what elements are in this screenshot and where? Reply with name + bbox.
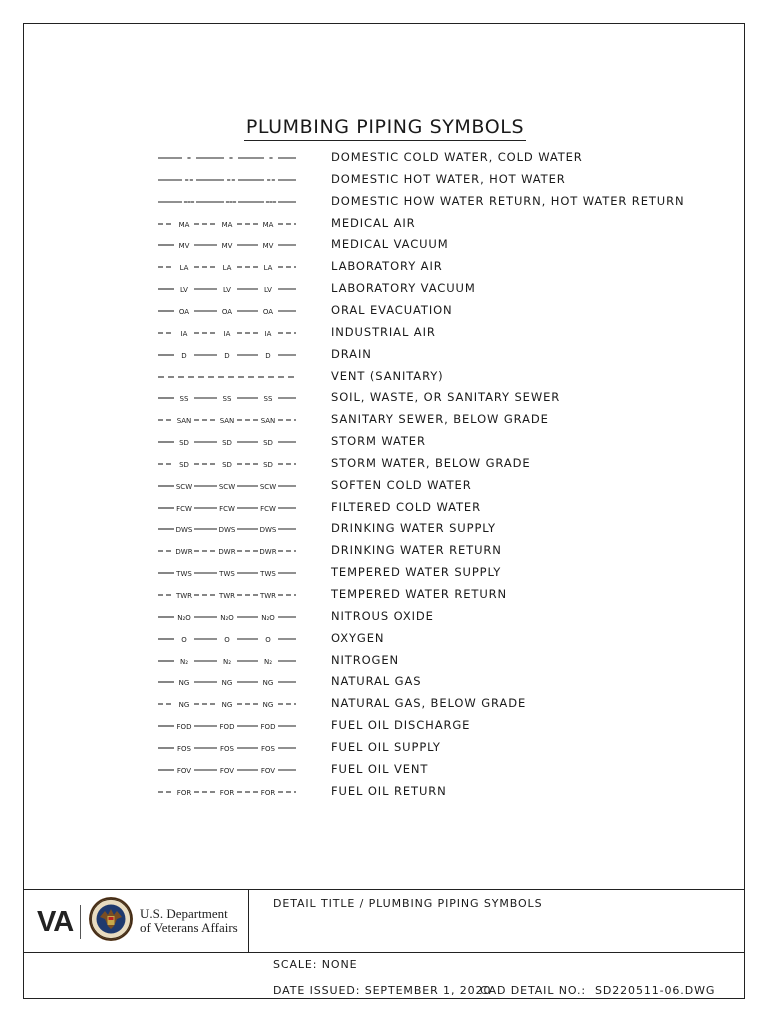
pipe-code-label: MV [221, 242, 233, 251]
symbol-label: STORM WATER [331, 434, 426, 449]
pipe-code-label: SCW [259, 482, 277, 491]
pipe-code-label: D [265, 351, 271, 360]
legend-row [0, 781, 768, 801]
legend-row [0, 344, 768, 364]
symbol-label: OXYGEN [331, 630, 385, 645]
pipe-code-label: NG [262, 679, 274, 688]
pipe-code-label: FOR [219, 788, 235, 797]
pipe-code-label: FOD [176, 723, 192, 732]
legend-row [0, 409, 768, 429]
symbol-label: LABORATORY VACUUM [331, 281, 476, 296]
pipe-code-label: SAN [219, 417, 235, 426]
pipe-code-label: SD [222, 439, 232, 448]
legend-row [0, 191, 768, 211]
pipe-code-label: SD [222, 460, 232, 469]
pipe-code-label: O [224, 635, 230, 644]
pipe-code-label: NG [178, 679, 190, 688]
symbol-label: SOIL, WASTE, OR SANITARY SEWER [331, 390, 561, 405]
legend-row [0, 387, 768, 407]
pipe-code-label: MA [221, 220, 233, 229]
title-block-top-rule [23, 889, 745, 890]
symbol-label: TEMPERED WATER SUPPLY [331, 565, 502, 580]
pipe-code-label: FOS [261, 744, 275, 753]
symbol-label: NITROUS OXIDE [331, 608, 434, 623]
pipe-code-label: D [224, 351, 230, 360]
symbol-label: FUEL OIL VENT [331, 761, 429, 776]
legend-row [0, 650, 768, 670]
pipe-code-label: SS [222, 395, 232, 404]
pipe-code-label: DWS [175, 526, 193, 535]
pipe-code-label: FOR [260, 788, 276, 797]
pipe-line-symbol [158, 695, 296, 711]
pipe-code-label: FCW [176, 504, 192, 513]
pipe-line-symbol [158, 717, 296, 733]
pipe-line-symbol [158, 608, 296, 624]
pipe-code-label: N₂ [222, 657, 232, 666]
pipe-code-label: SS [179, 395, 189, 404]
pipe-code-label: FOS [220, 744, 234, 753]
detail-title: DETAIL TITLE / PLUMBING PIPING SYMBOLS [273, 897, 543, 910]
pipe-code-label: TWR [175, 592, 193, 600]
pipe-code-label: LA [263, 264, 273, 273]
pipe-line-symbol [158, 433, 296, 449]
pipe-code-label: NG [262, 701, 274, 710]
pipe-code-label: FOV [260, 766, 276, 775]
pipe-code-label: NG [221, 701, 233, 710]
pipe-code-label: FOD [260, 723, 276, 732]
pipe-line-symbol [158, 324, 296, 340]
symbol-label: DOMESTIC COLD WATER, COLD WATER [331, 150, 583, 164]
pipe-line-symbol [158, 542, 296, 558]
symbol-label: INDUSTRIAL AIR [331, 324, 436, 339]
symbol-label: NATURAL GAS [331, 674, 422, 689]
legend-row [0, 693, 768, 713]
cad-detail-label: CAD DETAIL NO.: [480, 984, 586, 997]
pipe-code-label: DWR [218, 548, 236, 557]
pipe-code-label: SS [263, 395, 273, 404]
pipe-code-label: OA [221, 307, 233, 316]
pipe-code-label: TWS [219, 570, 235, 579]
pipe-code-label: LV [223, 286, 231, 295]
logo-divider [80, 905, 81, 939]
legend-row [0, 169, 768, 189]
pipe-code-label: SD [263, 439, 273, 448]
pipe-code-label: O [265, 635, 271, 644]
pipe-code-label: LA [179, 264, 189, 273]
pipe-line-symbol [158, 215, 296, 231]
pipe-code-label: FOS [177, 744, 191, 753]
date-issued: DATE ISSUED: SEPTEMBER 1, 2020 [273, 984, 492, 997]
pipe-line-symbol [158, 258, 296, 274]
pipe-line-symbol [158, 411, 296, 427]
legend-row [0, 475, 768, 495]
pipe-code-label: MA [178, 220, 190, 229]
pipe-code-label: FOR [176, 788, 192, 797]
pipe-code-label: TWS [260, 570, 276, 579]
legend-row [0, 453, 768, 473]
pipe-line-symbol [158, 564, 296, 580]
pipe-code-label: IA [223, 329, 231, 338]
pipe-line-symbol [158, 783, 296, 799]
page-title [0, 116, 768, 141]
pipe-code-label: SD [263, 460, 273, 469]
pipe-code-label: N₂O [261, 613, 275, 622]
legend-row [0, 278, 768, 298]
pipe-code-label: SD [179, 460, 189, 469]
pipe-code-label: MA [262, 220, 274, 229]
legend-row [0, 234, 768, 254]
cad-detail-number: SD220511-06.DWG [595, 984, 716, 997]
pipe-code-label: LV [264, 286, 272, 295]
legend-row [0, 256, 768, 276]
symbol-label: FILTERED COLD WATER [331, 499, 481, 514]
pipe-code-label: N₂ [179, 657, 189, 666]
pipe-line-symbol [158, 586, 296, 602]
symbol-label: SOFTEN COLD WATER [331, 477, 472, 492]
legend-row [0, 671, 768, 691]
pipe-code-label: FCW [219, 504, 235, 513]
symbol-label: FUEL OIL RETURN [331, 783, 447, 798]
legend-row [0, 213, 768, 233]
pipe-line-symbol [158, 280, 296, 296]
legend-row [0, 497, 768, 517]
department-name-line1: U.S. Department [140, 906, 228, 921]
pipe-code-label: MV [262, 242, 274, 251]
page-title-text: PLUMBING PIPING SYMBOLS [244, 116, 526, 141]
pipe-code-label: IA [180, 329, 188, 338]
symbol-label: MEDICAL AIR [331, 215, 416, 230]
pipe-line-symbol [158, 236, 296, 252]
department-name [140, 907, 238, 935]
pipe-code-label: SAN [260, 417, 276, 426]
symbol-label: DOMESTIC HOT WATER, HOT WATER [331, 171, 566, 186]
pipe-code-label: LV [180, 286, 188, 295]
pipe-code-label: SAN [176, 417, 192, 426]
pipe-code-label: DWS [218, 526, 236, 535]
pipe-line-symbol [158, 193, 296, 209]
symbol-label: SANITARY SEWER, BELOW GRADE [331, 412, 549, 427]
scale-text: SCALE: NONE [273, 958, 358, 971]
title-block [23, 889, 745, 999]
symbol-label: DRAIN [331, 346, 372, 361]
symbol-label: STORM WATER, BELOW GRADE [331, 455, 531, 470]
pipe-code-label: LA [222, 264, 232, 273]
pipe-line-symbol [158, 761, 296, 777]
pipe-code-label: N₂O [220, 613, 234, 622]
pipe-line-symbol [158, 477, 296, 493]
pipe-code-label: D [181, 351, 187, 360]
pipe-code-label: SCW [218, 482, 236, 491]
pipe-code-label: MV [178, 242, 190, 251]
pipe-code-label: N₂O [177, 613, 191, 622]
symbol-label: MEDICAL VACUUM [331, 237, 449, 252]
symbol-label: VENT (SANITARY) [331, 368, 444, 383]
pipe-code-label: SD [179, 439, 189, 448]
title-block-middle-rule [23, 952, 745, 953]
pipe-line-symbol [158, 368, 296, 384]
pipe-line-symbol [158, 630, 296, 646]
legend-row [0, 584, 768, 604]
pipe-code-label: NG [221, 679, 233, 688]
pipe-line-symbol [158, 455, 296, 471]
pipe-code-label: IA [264, 329, 272, 338]
title-block-divider [248, 889, 249, 952]
pipe-code-label: DWR [259, 548, 277, 557]
pipe-line-symbol [158, 389, 296, 405]
pipe-line-symbol [158, 520, 296, 536]
legend-row [0, 628, 768, 648]
pipe-code-label: DWS [259, 526, 277, 535]
legend-row [0, 562, 768, 582]
legend-row [0, 606, 768, 626]
legend-row [0, 518, 768, 538]
pipe-code-label: OA [262, 307, 274, 316]
legend-row [0, 366, 768, 386]
legend-row [0, 322, 768, 342]
legend-row [0, 540, 768, 560]
pipe-code-label: TWR [259, 592, 277, 600]
pipe-code-label: TWS [176, 570, 192, 579]
symbol-label: FUEL OIL DISCHARGE [331, 718, 471, 733]
symbol-label: TEMPERED WATER RETURN [331, 587, 508, 601]
pipe-line-symbol [158, 673, 296, 689]
pipe-code-label: OA [178, 307, 190, 316]
symbol-label: DRINKING WATER RETURN [331, 543, 502, 558]
legend-row [0, 715, 768, 735]
symbol-label: FUEL OIL SUPPLY [331, 739, 441, 754]
pipe-line-symbol [158, 499, 296, 515]
symbol-label: ORAL EVACUATION [331, 302, 453, 317]
pipe-line-symbol [158, 171, 296, 187]
symbol-label: NITROGEN [331, 652, 400, 667]
pipe-code-label: DWR [175, 548, 193, 557]
pipe-code-label: TWR [218, 592, 236, 600]
pipe-line-symbol [158, 739, 296, 755]
legend-row [0, 431, 768, 451]
symbol-label: DOMESTIC HOW WATER RETURN, HOT WATER RETURN [331, 193, 685, 208]
legend-row [0, 737, 768, 757]
pipe-code-label: N₂ [263, 657, 273, 666]
pipe-line-symbol [158, 346, 296, 362]
symbol-label: NATURAL GAS, BELOW GRADE [331, 696, 527, 711]
pipe-code-label: FOD [219, 723, 235, 732]
va-seal-icon [88, 896, 134, 942]
legend-row [0, 759, 768, 779]
pipe-code-label: O [181, 635, 187, 644]
pipe-line-symbol [158, 149, 296, 165]
pipe-code-label: SCW [175, 482, 193, 491]
legend-row [0, 147, 768, 167]
symbol-label: DRINKING WATER SUPPLY [331, 521, 496, 536]
symbol-label: LABORATORY AIR [331, 259, 443, 274]
pipe-code-label: FCW [260, 504, 276, 513]
pipe-line-symbol [158, 652, 296, 668]
pipe-code-label: FOV [219, 766, 235, 775]
va-logo-text: VA [37, 906, 74, 938]
pipe-code-label: NG [178, 701, 190, 710]
legend-row [0, 300, 768, 320]
va-logo [35, 895, 245, 947]
pipe-line-symbol [158, 302, 296, 318]
pipe-code-label: FOV [176, 766, 192, 775]
department-name-line2: of Veterans Affairs [140, 920, 238, 935]
